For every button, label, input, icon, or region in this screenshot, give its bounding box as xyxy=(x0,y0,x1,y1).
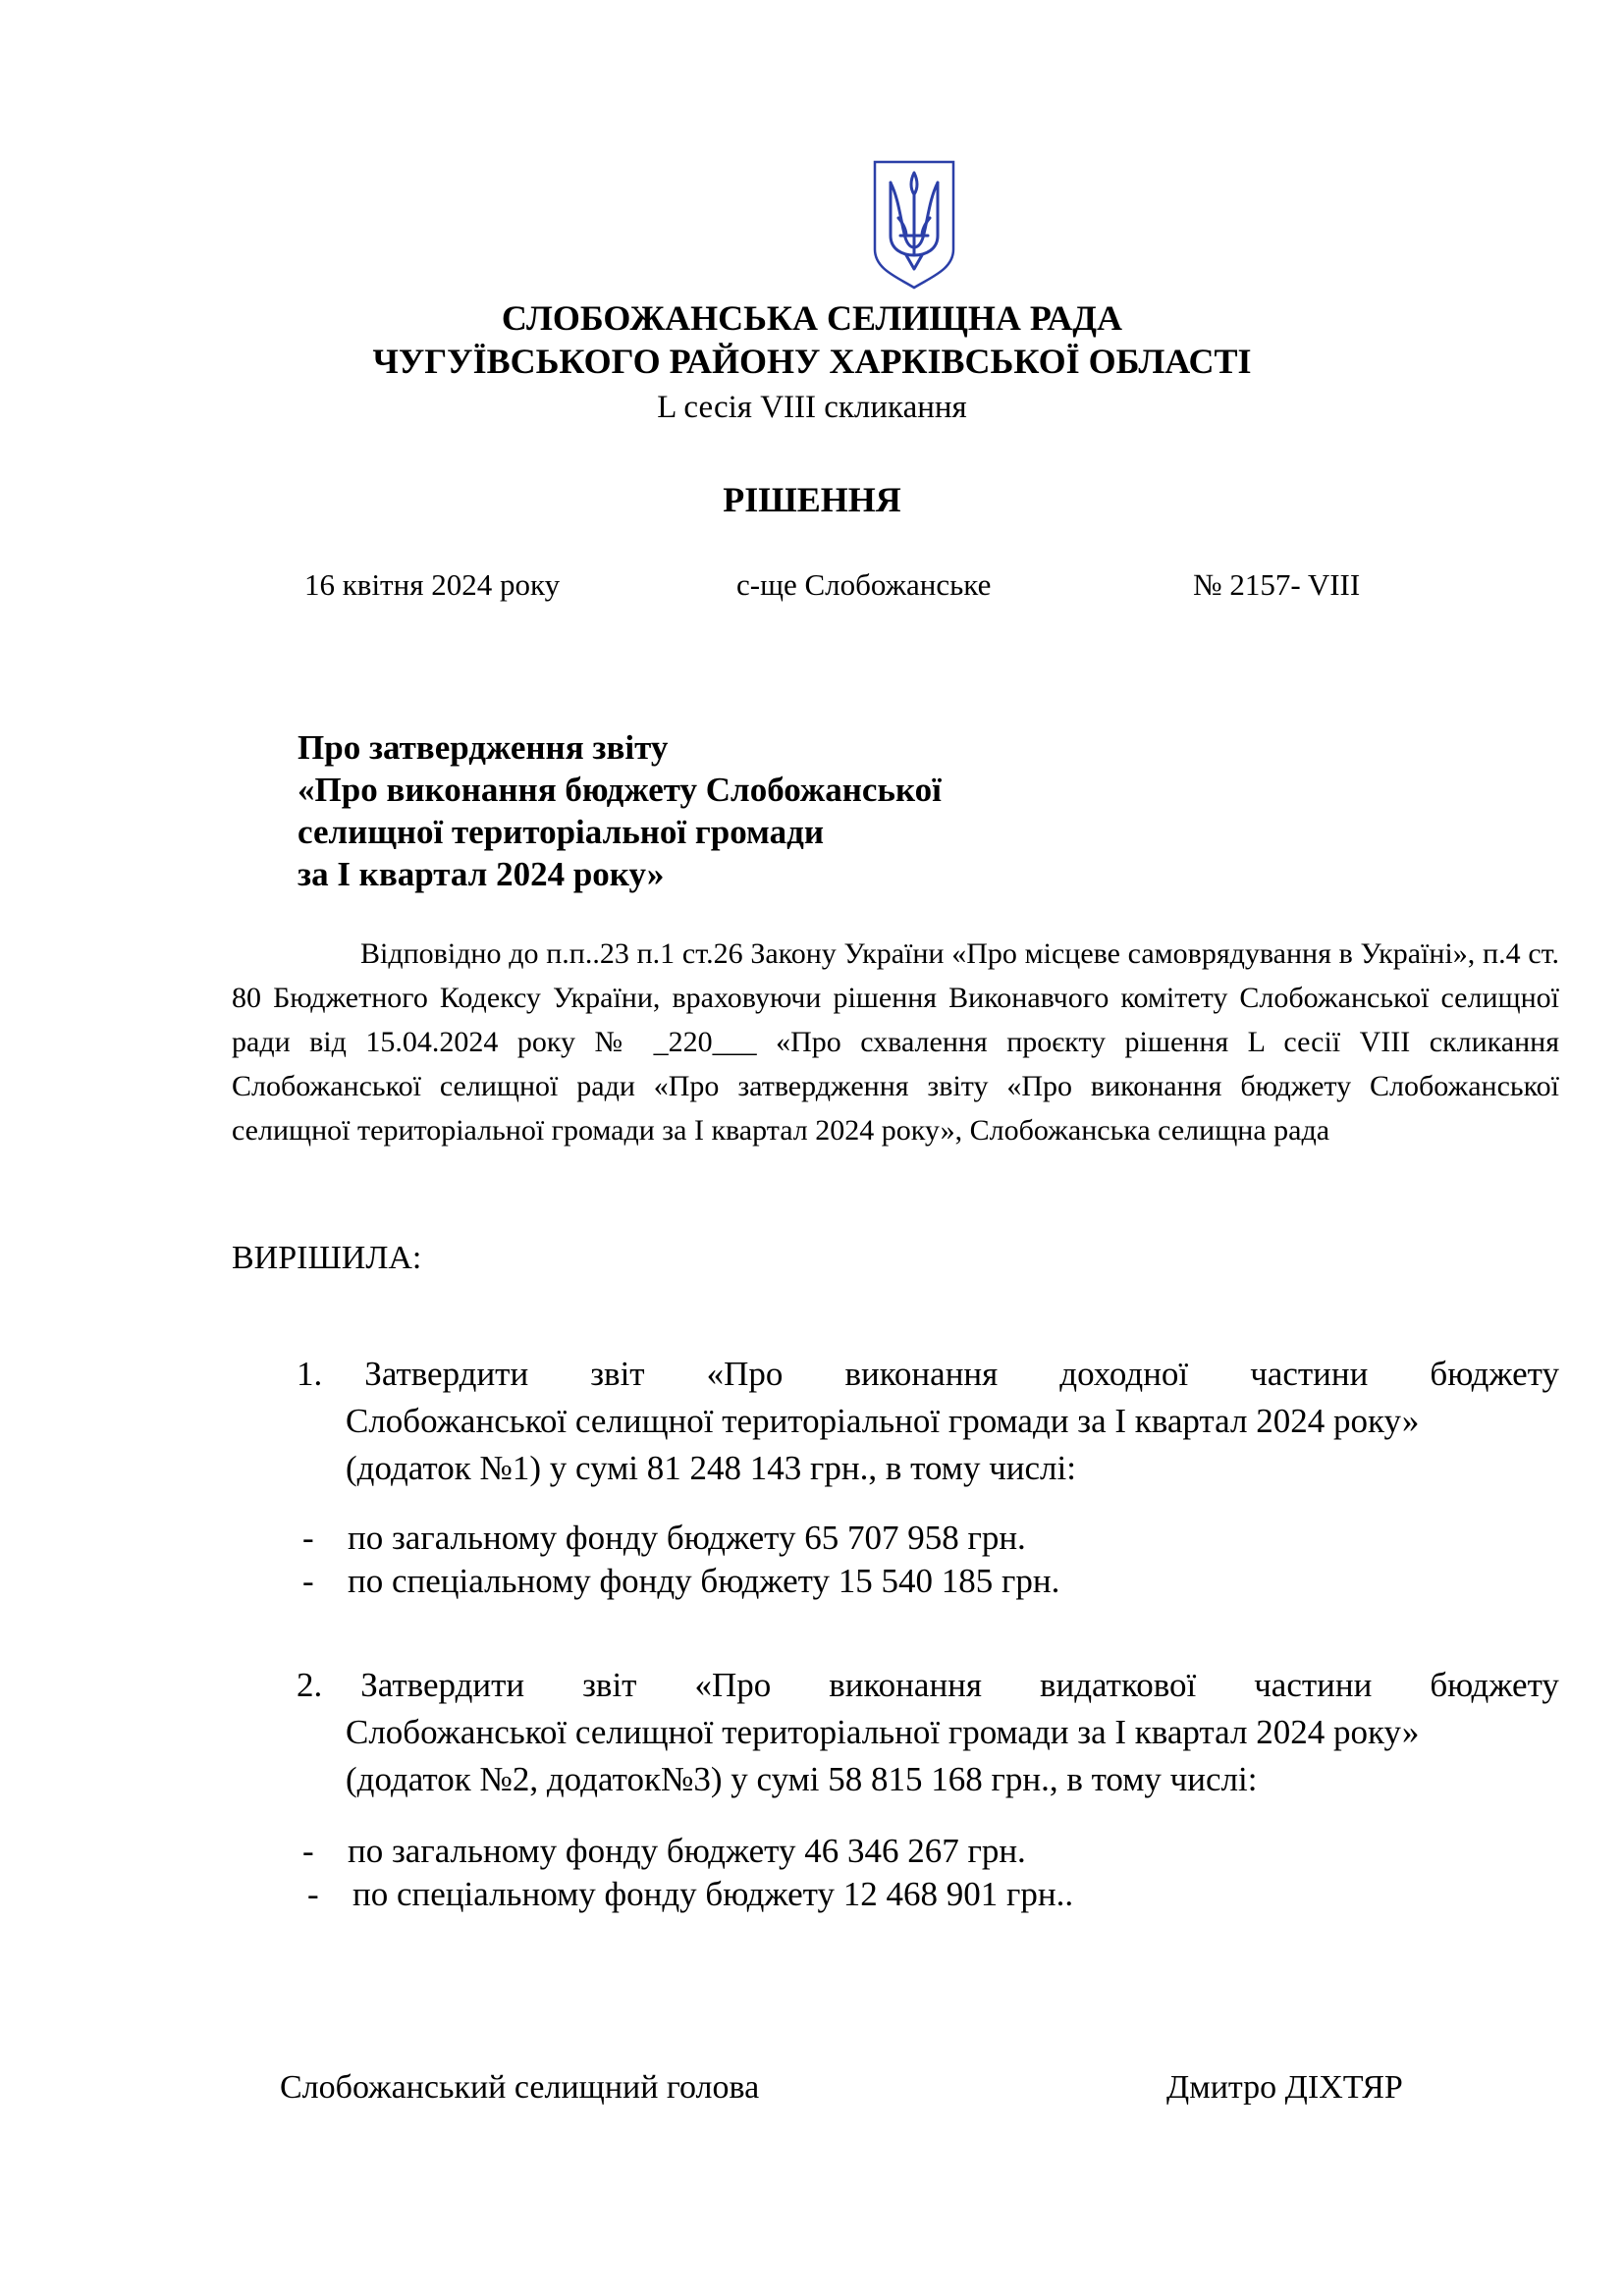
item-first-line xyxy=(297,1662,1559,1709)
bullet-text: по загальному фонду бюджету 46 346 267 грн. xyxy=(348,1832,1026,1870)
district-name: ЧУГУЇВСЬКОГО РАЙОНУ ХАРКІВСЬКОЇ ОБЛАСТІ xyxy=(372,342,1252,381)
item-word: Затвердити xyxy=(360,1666,525,1704)
bullet-marker: - xyxy=(302,1519,314,1557)
decision-number: № 2157- VIII xyxy=(1193,567,1361,602)
bullet-marker: - xyxy=(302,1562,314,1600)
resolution-item-2 xyxy=(297,1662,1559,1803)
item-word: звіт xyxy=(590,1355,645,1393)
bullet-text: по спеціальному фонду бюджету 12 468 901 грн.. xyxy=(352,1875,1074,1913)
bullet-text: по спеціальному фонду бюджету 15 540 185 грн. xyxy=(348,1562,1060,1600)
item-word: частини xyxy=(1254,1666,1373,1704)
item-word: «Про xyxy=(706,1355,784,1393)
resolution-item-1 xyxy=(297,1351,1559,1492)
item-line: Слобожанської селищної територіальної громади за І квартал 2024 року» xyxy=(346,1713,1420,1751)
item-word: бюджету xyxy=(1430,1355,1559,1393)
item-word: виконання xyxy=(829,1666,983,1704)
item-line: (додаток №2, додаток№3) у сумі 58 815 168 грн., в тому числі: xyxy=(346,1760,1258,1798)
bullet-item xyxy=(307,1871,1073,1918)
item-word: бюджету xyxy=(1430,1666,1559,1704)
bullet-item xyxy=(302,1558,1059,1605)
bullet-marker: - xyxy=(307,1875,319,1913)
bullet-marker: - xyxy=(302,1832,314,1870)
subject-line: за І квартал 2024 року» xyxy=(298,855,665,893)
document-type: РІШЕННЯ xyxy=(723,480,901,519)
item-first-line xyxy=(297,1351,1559,1398)
item-number: 1. xyxy=(297,1355,323,1393)
subject-line: селищної територіальної громади xyxy=(298,813,825,851)
item-word: звіт xyxy=(582,1666,637,1704)
preamble xyxy=(232,932,1559,1152)
item-word: доходної xyxy=(1059,1355,1189,1393)
decision-date: 16 квітня 2024 року xyxy=(304,567,561,602)
item-word: видаткової xyxy=(1039,1666,1197,1704)
signatory-position: Слобожанський селищний голова xyxy=(280,2069,760,2106)
item-word: частини xyxy=(1250,1355,1369,1393)
subject-line: Про затвердження звіту xyxy=(298,728,669,767)
item-line: Слобожанської селищної територіальної громади за І квартал 2024 року» xyxy=(346,1402,1420,1440)
bullet-item xyxy=(302,1515,1026,1562)
signatory-name: Дмитро ДІХТЯР xyxy=(1166,2069,1403,2106)
session-line: L сесія VIII скликання xyxy=(657,390,967,425)
item-line: (додаток №1) у сумі 81 248 143 грн., в тому числі: xyxy=(346,1449,1076,1487)
item-number: 2. xyxy=(297,1666,323,1704)
item-word: «Про xyxy=(694,1666,772,1704)
bullet-text: по загальному фонду бюджету 65 707 958 грн. xyxy=(348,1519,1026,1557)
preamble-text: Відповідно до п.п..23 п.1 ст.26 Закону України «Про місцеве самоврядування в Україні», п.4 ст. 80 Бюджетного Кодексу України, враховуючи рішення Виконавчого комітету Слобожанської селищної ради від 15.04.2024 року № _220___ «Про схвалення проєкту рішення L сесії VIII скликання Слобожанської селищної ради «Про затвердження звіту «Про виконання бюджету Слобожанської селищної територіальної громади за І квартал 2024 року», Слобожанська селищна рада xyxy=(232,937,1559,1147)
item-word: Затвердити xyxy=(364,1355,529,1393)
decision-subject xyxy=(298,726,942,895)
decision-place: с-ще Слобожанське xyxy=(736,567,992,602)
ukraine-coat-of-arms-icon xyxy=(871,159,957,291)
resolved-heading: ВИРІШИЛА: xyxy=(232,1240,422,1276)
item-word: виконання xyxy=(844,1355,999,1393)
council-name: СЛОБОЖАНСЬКА СЕЛИЩНА РАДА xyxy=(501,298,1123,338)
bullet-item xyxy=(302,1828,1026,1875)
subject-line: «Про виконання бюджету Слобожанської xyxy=(298,771,942,809)
